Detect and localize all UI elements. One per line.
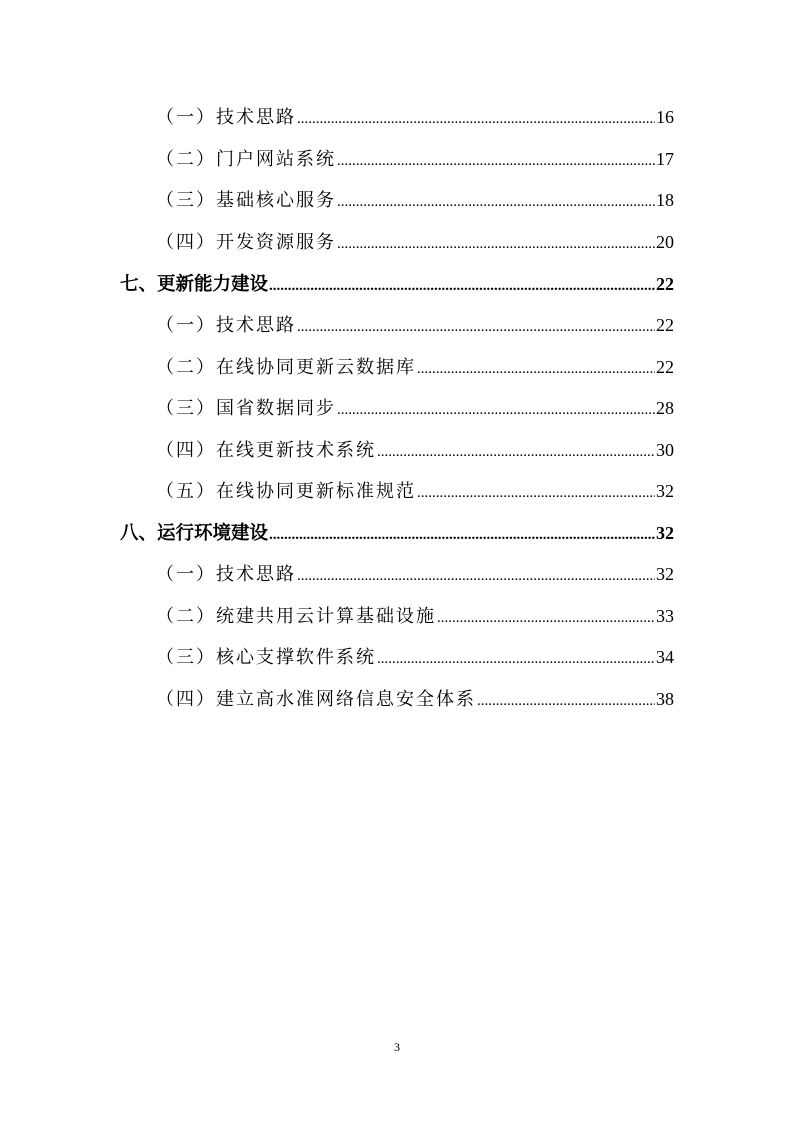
- toc-page-number: 38: [656, 689, 674, 709]
- toc-page-number: 30: [656, 440, 674, 460]
- toc-entry[interactable]: [156, 353, 674, 381]
- toc-dot-leader: [269, 272, 655, 300]
- toc-entry-label: （三）国省数据同步: [156, 398, 336, 418]
- toc-entry-label: （三）基础核心服务: [156, 190, 336, 210]
- toc-page-number: 17: [656, 149, 674, 169]
- toc-dot-leader: [297, 562, 655, 590]
- toc-entry-label: （五）在线协同更新标准规范: [156, 481, 416, 501]
- toc-page-number: 32: [656, 523, 674, 543]
- toc-entry-label: （四）开发资源服务: [156, 232, 336, 252]
- toc-page-number: 33: [656, 606, 674, 626]
- toc-entry[interactable]: [156, 643, 674, 671]
- toc-entry[interactable]: [156, 477, 674, 505]
- toc-page-number: 22: [656, 274, 674, 294]
- toc-entry-label: （二）门户网站系统: [156, 149, 336, 169]
- toc-page-number: 22: [656, 357, 674, 377]
- toc-dot-leader: [337, 188, 655, 216]
- toc-entry[interactable]: [156, 228, 674, 256]
- toc-entry-label: （一）技术思路: [156, 315, 296, 335]
- toc-entry-label: （二）在线协同更新云数据库: [156, 357, 416, 377]
- toc-page-number: 20: [656, 232, 674, 252]
- toc-entry[interactable]: [156, 311, 674, 339]
- toc-dot-leader: [377, 645, 655, 673]
- toc-dot-leader: [297, 105, 655, 133]
- toc-page-number: 34: [656, 647, 674, 667]
- toc-page-number: 32: [656, 481, 674, 501]
- toc-page-number: 16: [656, 107, 674, 127]
- page-number: 3: [394, 1040, 400, 1054]
- toc-entry[interactable]: [156, 103, 674, 131]
- toc-entry[interactable]: [156, 394, 674, 422]
- toc-page-number: 22: [656, 315, 674, 335]
- toc-entry-label: （四）建立高水准网络信息安全体系: [156, 689, 476, 709]
- toc-entry-label: （二）统建共用云计算基础设施: [156, 606, 436, 626]
- toc-dot-leader: [269, 521, 655, 549]
- toc-chapter-entry[interactable]: [120, 270, 674, 298]
- toc-dot-leader: [297, 313, 655, 341]
- toc-page-number: 18: [656, 190, 674, 210]
- toc-entry[interactable]: [156, 186, 674, 214]
- toc-dot-leader: [337, 396, 655, 424]
- toc-dot-leader: [337, 147, 655, 175]
- toc-dot-leader: [437, 604, 655, 632]
- toc-chapter-label: 七、更新能力建设: [120, 275, 269, 295]
- toc-entry-label: （四）在线更新技术系统: [156, 440, 376, 460]
- toc-dot-leader: [417, 479, 655, 507]
- toc-dot-leader: [477, 687, 655, 715]
- toc-entry[interactable]: [156, 436, 674, 464]
- toc-chapter-label: 八、运行环境建设: [120, 524, 269, 544]
- toc-entry-label: （一）技术思路: [156, 107, 296, 127]
- toc-dot-leader: [377, 438, 655, 466]
- toc-entry[interactable]: [156, 685, 674, 713]
- toc-entry-label: （一）技术思路: [156, 564, 296, 584]
- toc-entry[interactable]: [156, 560, 674, 588]
- toc-entry[interactable]: [156, 145, 674, 173]
- toc-page-number: 32: [656, 564, 674, 584]
- toc-entry[interactable]: [156, 602, 674, 630]
- toc-chapter-entry[interactable]: [120, 519, 674, 547]
- toc-dot-leader: [417, 355, 655, 383]
- toc-dot-leader: [337, 230, 655, 258]
- toc-entry-label: （三）核心支撑软件系统: [156, 647, 376, 667]
- toc-page-number: 28: [656, 398, 674, 418]
